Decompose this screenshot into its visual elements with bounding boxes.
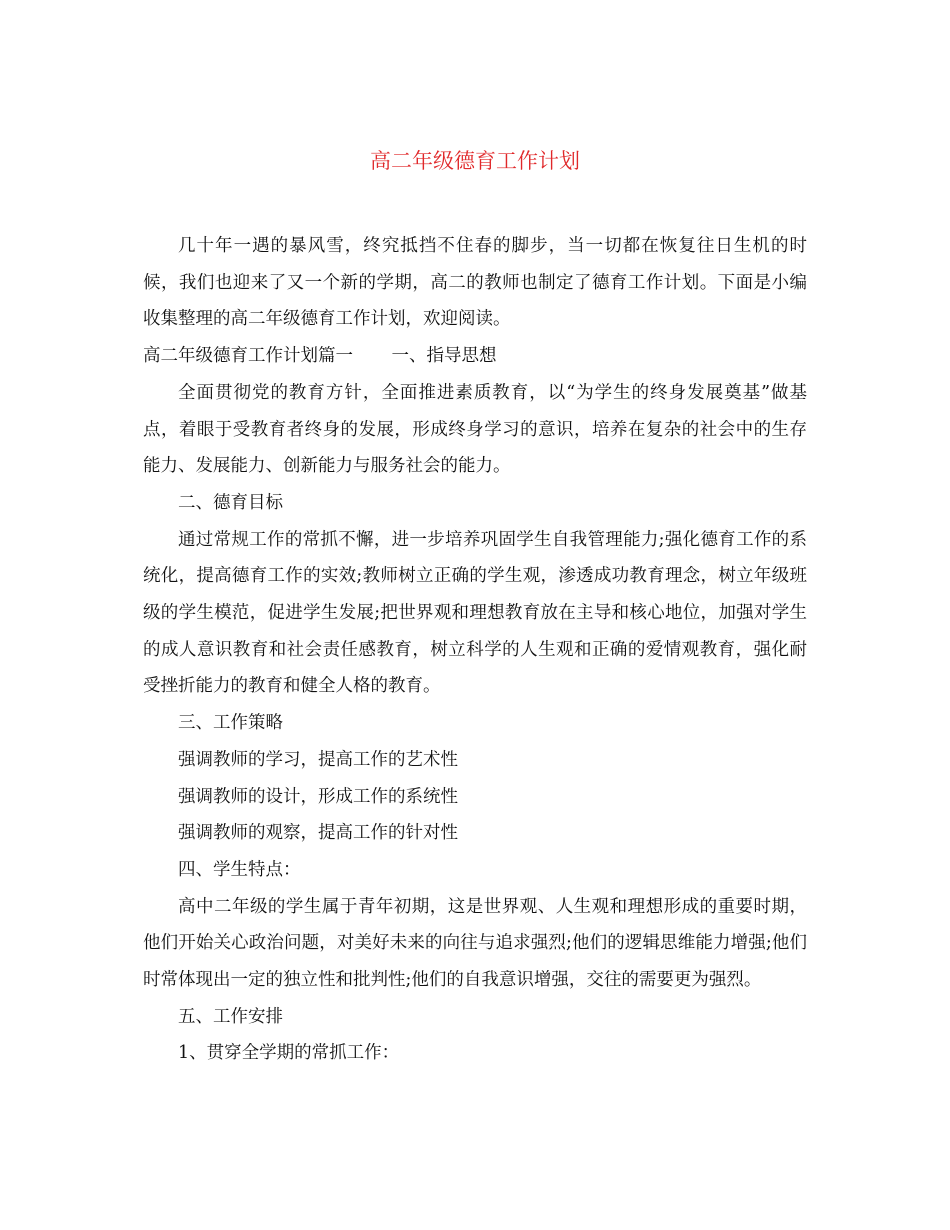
section-heading-3: 三、工作策略 [178,713,283,734]
part-heading: 高二年级德育工作计划篇一 [143,346,353,367]
work-item-1: 1、贯穿全学期的常抓工作： [178,1043,400,1064]
document-body [143,228,807,1072]
intro-paragraph: 几十年一遇的暴风雪，终究抵挡不住春的脚步，当一切都在恢复往日生机的时候，我们也迎来了又一个新的学期，高二的教师也制定了德育工作计划。下面是小编收集整理的高二年级德育工作计划，欢迎阅读。 [143,236,807,330]
document-title: 高二年级德育工作计划 [370,149,580,173]
strategy-item: 强调教师的观察，提高工作的针对性 [178,823,458,844]
section-heading-5: 五、工作安排 [178,1006,283,1027]
strategy-item: 强调教师的学习，提高工作的艺术性 [178,749,458,770]
part-heading-line [143,338,807,375]
section-heading-4: 四、学生特点： [178,859,301,880]
student-traits-paragraph: 高中二年级的学生属于青年初期，这是世界观、人生观和理想形成的重要时期，他们开始关心政治问题，对美好未来的向往与追求强烈;他们的逻辑思维能力增强;他们时常体现出一定的独立性和批判性;他们的自我意识增强，交往的需要更为强烈。 [143,896,807,991]
moral-goals-paragraph: 通过常规工作的常抓不懈，进一步培养巩固学生自我管理能力;强化德育工作的系统化，提高德育工作的实效;教师树立正确的学生观，渗透成功教育理念，树立年级班级的学生模范，促进学生发展;把世界观和理想教育放在主导和核心地位，加强对学生的成人意识教育和社会责任感教育，树立科学的人生观和正确的爱情观教育，强化耐受挫折能力的教育和健全人格的教育。 [143,529,807,697]
section-heading-2: 二、德育目标 [178,492,283,513]
strategy-item: 强调教师的设计，形成工作的系统性 [178,786,458,807]
section-heading-1: 一、指导思想 [391,346,497,367]
guiding-ideology-paragraph: 全面贯彻党的教育方针，全面推进素质教育，以“为学生的终身发展奠基”做基点，着眼于受教育者终身的发展，形成终身学习的意识，培养在复杂的社会中的生存能力、发展能力、创新能力与服务社会的能力。 [143,382,807,477]
